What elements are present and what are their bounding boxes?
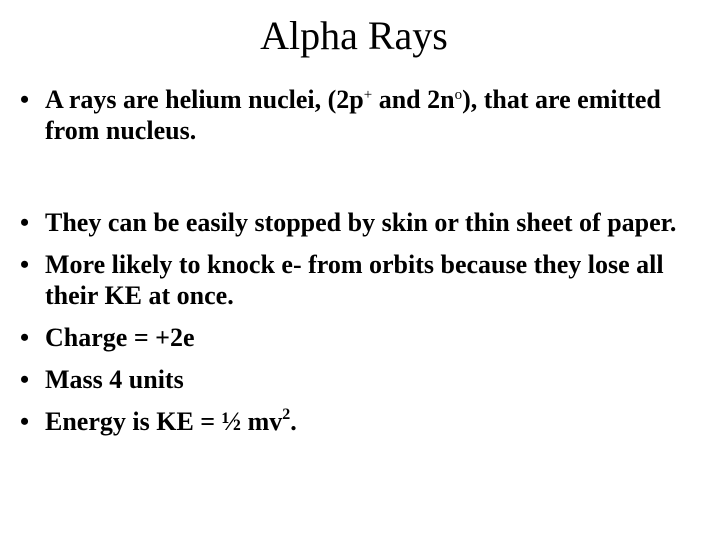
bullet-text-part: ), that are emitted from nucleus.	[45, 85, 661, 145]
bullet-text: Charge = +2e	[45, 323, 195, 352]
bullet-text-part: .	[290, 407, 297, 436]
bullet-dot-icon: •	[20, 85, 30, 114]
bullet-text: Mass 4 units	[45, 365, 184, 394]
bullet-dot-icon: •	[20, 208, 30, 237]
bullet-text: More likely to knock e- from orbits because they lose all their KE at once.	[45, 250, 664, 310]
bullet-stopped-by-skin	[20, 207, 710, 238]
neutron-charge-superscript: o	[454, 87, 463, 103]
proton-charge-superscript: +	[363, 87, 373, 103]
bullet-dot-icon: •	[20, 323, 30, 352]
velocity-squared-superscript: 2	[282, 406, 291, 423]
bullet-knock-electrons	[20, 249, 710, 311]
bullet-dot-icon: •	[20, 407, 30, 436]
bullet-list	[20, 84, 710, 448]
bullet-energy	[20, 406, 710, 437]
bullet-text-part: Energy is KE = ½ mv	[45, 407, 283, 436]
bullet-text-part: and 2n	[372, 85, 455, 114]
bullet-helium-nuclei	[20, 84, 710, 146]
slide-title: Alpha Rays	[260, 13, 448, 58]
bullet-charge	[20, 322, 710, 353]
bullet-dot-icon: •	[20, 250, 30, 279]
bullet-dot-icon: •	[20, 365, 30, 394]
bullet-text: They can be easily stopped by skin or thin sheet of paper.	[45, 208, 677, 237]
bullet-mass	[20, 364, 710, 395]
bullet-text-part: A rays are helium nuclei, (2p	[45, 85, 364, 114]
